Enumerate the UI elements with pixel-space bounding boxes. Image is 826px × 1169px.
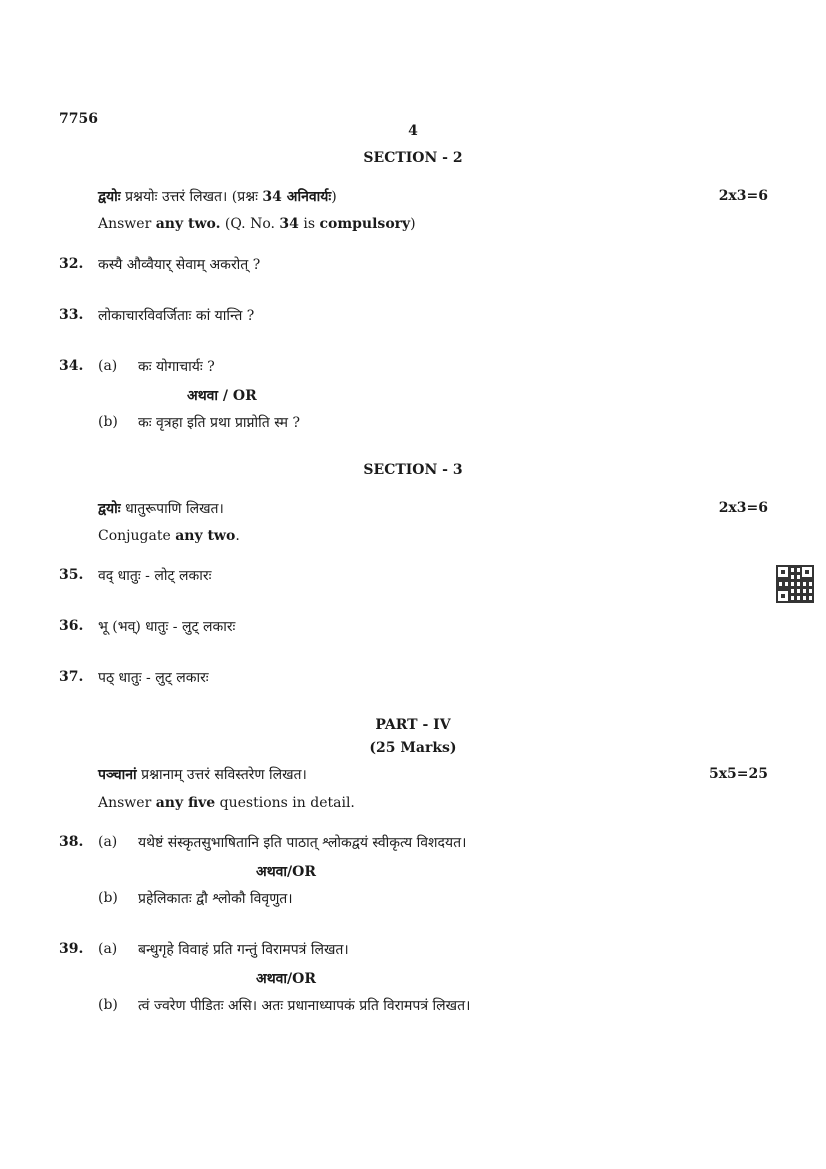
instruction-text: धातुरूपाणि लिखत।: [120, 501, 224, 517]
instruction-bold: any two: [175, 528, 236, 544]
option-label: (b): [98, 890, 118, 906]
question-number: 38.: [59, 834, 84, 850]
paper-code: 7756: [59, 111, 98, 127]
instruction-text: Answer: [98, 795, 156, 811]
instruction-bold: any five: [155, 795, 216, 811]
option-label: (a): [98, 834, 118, 850]
question-number: 32.: [59, 256, 84, 272]
qr-finder-pattern: [776, 589, 790, 603]
instruction-bold: 34 अनिवार्यः: [262, 189, 332, 205]
option-text: कः योगाचार्यः ?: [138, 359, 215, 375]
option-text: कः वृत्रहा इति प्रथा प्राप्नोति स्म ?: [138, 415, 300, 431]
question-text: लोकाचारविवर्जिताः कां यान्ति ?: [98, 308, 255, 324]
part-4-instruction-english: [98, 795, 355, 811]
instruction-text: प्रश्नानाम् उत्तरं सविस्तरेण लिखत।: [136, 767, 307, 783]
question-number: 37.: [59, 669, 84, 685]
section-2-instruction-english: [98, 216, 416, 232]
qr-finder-pattern: [800, 565, 814, 579]
instruction-bold: द्वयोः: [98, 501, 121, 517]
question-number: 33.: [59, 307, 84, 323]
instruction-text: ): [410, 216, 416, 232]
question-number: 35.: [59, 567, 84, 583]
instruction-text: questions in detail.: [215, 795, 355, 811]
question-text: भू (भव्) धातुः - लुट् लकारः: [98, 619, 236, 635]
qr-code-icon: [776, 565, 814, 603]
instruction-bold: 34: [279, 216, 299, 232]
instruction-text: ): [331, 189, 337, 205]
option-label: (b): [98, 997, 118, 1013]
page-number: 4: [408, 123, 418, 139]
question-text: कस्यै औव्वैयार् सेवाम् अकरोत् ?: [98, 257, 261, 273]
instruction-text: Answer: [98, 216, 156, 232]
option-label: (a): [98, 358, 118, 374]
or-separator: अथवा/OR: [256, 864, 316, 880]
instruction-bold: पञ्चानां: [98, 767, 137, 783]
instruction-bold: द्वयोः: [98, 189, 121, 205]
question-text: पठ् धातुः - लुट् लकारः: [98, 670, 209, 686]
part-4-title: PART - IV: [375, 717, 451, 733]
section-3-marks: 2x3=6: [718, 500, 768, 516]
section-3-title: SECTION - 3: [363, 462, 463, 478]
instruction-text: .: [235, 528, 240, 544]
question-text: वद् धातुः - लोट् लकारः: [98, 568, 212, 584]
option-label: (a): [98, 941, 118, 957]
instruction-bold: compulsory: [319, 216, 411, 232]
question-number: 39.: [59, 941, 84, 957]
or-separator: अथवा / OR: [187, 388, 257, 404]
or-separator: अथवा/OR: [256, 971, 316, 987]
section-2-instruction-sanskrit: [98, 187, 337, 206]
section-3-instruction-sanskrit: [98, 499, 224, 518]
section-3-instruction-english: [98, 528, 240, 544]
instruction-text: is: [298, 216, 320, 232]
question-number: 34.: [59, 358, 84, 374]
part-4-instruction-sanskrit: [98, 765, 307, 784]
instruction-text: प्रश्नयोः उत्तरं लिखत। (प्रश्नः: [120, 189, 263, 205]
option-label: (b): [98, 414, 118, 430]
option-text: प्रहेलिकातः द्वौ श्लोकौ विवृणुत।: [138, 891, 293, 907]
instruction-text: (Q. No.: [220, 216, 280, 232]
section-2-title: SECTION - 2: [363, 150, 463, 166]
part-4-subtitle: (25 Marks): [369, 740, 457, 756]
part-4-marks: 5x5=25: [708, 766, 768, 782]
option-text: बन्धुगृहे विवाहं प्रति गन्तुं विरामपत्रं लिखत।: [138, 942, 349, 958]
instruction-bold: any two.: [155, 216, 221, 232]
option-text: त्वं ज्वरेण पीडितः असि। अतः प्रधानाध्यापकं प्रति विरामपत्रं लिखत।: [138, 998, 471, 1014]
section-2-marks: 2x3=6: [718, 188, 768, 204]
question-number: 36.: [59, 618, 84, 634]
option-text: यथेष्टं संस्कृतसुभाषितानि इति पाठात् श्लोकद्वयं स्वीकृत्य विशदयत।: [138, 835, 467, 851]
instruction-text: Conjugate: [98, 528, 176, 544]
qr-finder-pattern: [776, 565, 790, 579]
